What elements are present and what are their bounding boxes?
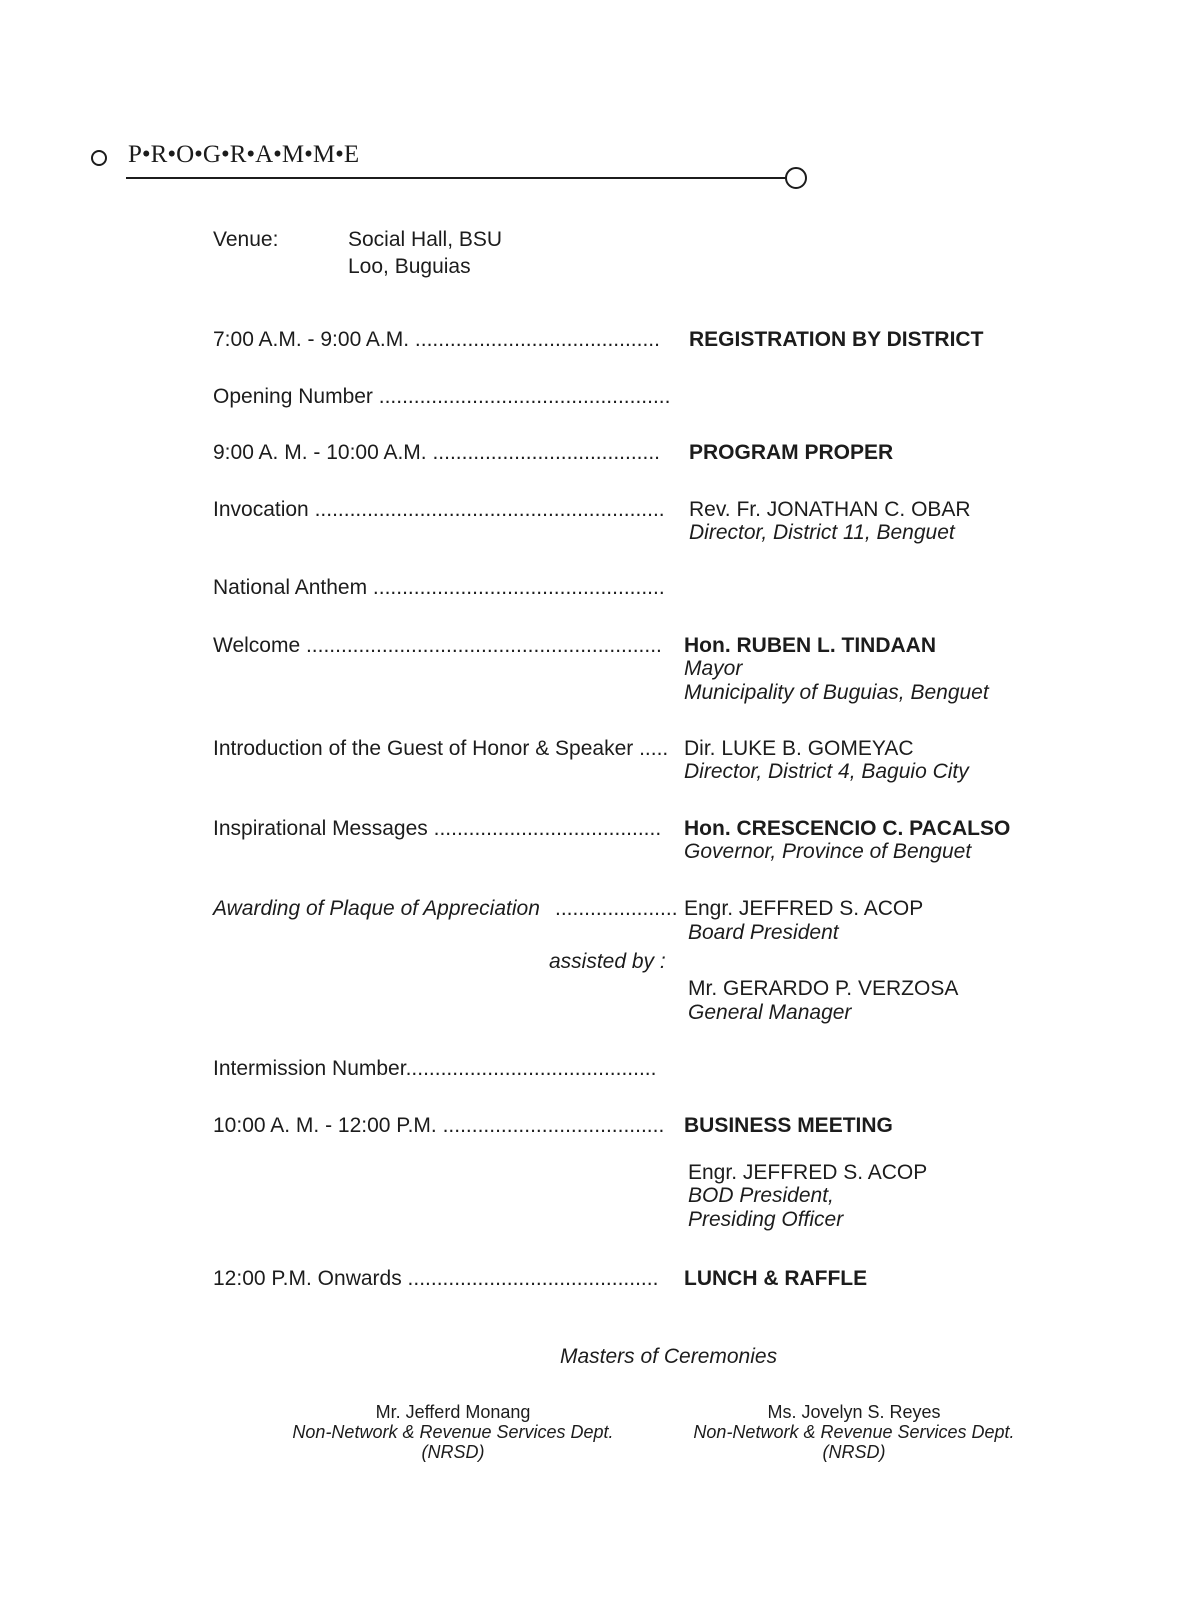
program-item-inspirational-messages: Inspirational Messages ....................................... <box>213 817 662 840</box>
awarding-leader-dots: ..................... <box>555 897 678 920</box>
inspirational-speaker-title: Governor, Province of Benguet <box>684 840 972 863</box>
awarding-presenter-title: Board President <box>688 921 839 944</box>
assistant-title: General Manager <box>688 1001 852 1024</box>
schedule-time-4: 12:00 P.M. Onwards ........................................... <box>213 1267 659 1290</box>
introduction-speaker: Dir. LUKE B. GOMEYAC <box>684 737 914 760</box>
awarding-presenter: Engr. JEFFRED S. ACOP <box>684 897 924 920</box>
mc-right-abbr: (NRSD) <box>822 1442 886 1462</box>
invocation-speaker: Rev. Fr. JONATHAN C. OBAR <box>689 498 971 521</box>
presiding-officer-role: Presiding Officer <box>688 1208 844 1231</box>
schedule-event-registration: REGISTRATION BY DISTRICT <box>689 328 984 351</box>
invocation-speaker-title: Director, District 11, Benguet <box>689 521 955 544</box>
presiding-officer-name: Engr. JEFFRED S. ACOP <box>688 1161 928 1184</box>
header-rule <box>126 177 786 179</box>
presiding-officer-title: BOD President, <box>688 1184 834 1207</box>
rule-end-circle-icon <box>785 167 807 189</box>
schedule-time-2: 9:00 A. M. - 10:00 A.M. ....................................... <box>213 441 660 464</box>
welcome-speaker-office: Municipality of Buguias, Benguet <box>684 681 989 704</box>
mc-right-dept: Non-Network & Revenue Services Dept. <box>693 1422 1015 1442</box>
page-title: P•R•O•G•R•A•M•M•E <box>128 141 360 168</box>
venue-label: Venue: <box>213 228 279 251</box>
schedule-time-3: 10:00 A. M. - 12:00 P.M. ...................................... <box>213 1114 665 1137</box>
venue-line-2: Loo, Buguias <box>348 255 471 278</box>
inspirational-speaker: Hon. CRESCENCIO C. PACALSO <box>684 817 1011 840</box>
assistant-name: Mr. GERARDO P. VERZOSA <box>688 977 959 1000</box>
welcome-speaker: Hon. RUBEN L. TINDAAN <box>684 634 936 657</box>
schedule-time-1: 7:00 A.M. - 9:00 A.M. .......................................... <box>213 328 660 351</box>
mc-left-dept: Non-Network & Revenue Services Dept. <box>292 1422 614 1442</box>
introduction-speaker-title: Director, District 4, Baguio City <box>684 760 969 783</box>
program-item-national-anthem: National Anthem .................................................. <box>213 576 665 599</box>
program-item-introduction: Introduction of the Guest of Honor & Speaker ..... <box>213 737 669 760</box>
mc-left-abbr: (NRSD) <box>421 1442 485 1462</box>
program-item-invocation: Invocation ............................................................ <box>213 498 665 521</box>
program-item-welcome: Welcome ............................................................. <box>213 634 662 657</box>
venue-line-1: Social Hall, BSU <box>348 228 503 251</box>
bullet-circle-icon <box>91 150 107 166</box>
schedule-event-lunch-raffle: LUNCH & RAFFLE <box>684 1267 868 1290</box>
mc-right-name: Ms. Jovelyn S. Reyes <box>767 1402 941 1422</box>
assisted-by-label: assisted by : <box>549 950 666 973</box>
mc-left-name: Mr. Jefferd Monang <box>375 1402 531 1422</box>
program-item-intermission: Intermission Number........................................... <box>213 1057 657 1080</box>
program-item-opening-number: Opening Number .................................................. <box>213 385 671 408</box>
mc-heading: Masters of Ceremonies <box>560 1345 778 1368</box>
welcome-speaker-title: Mayor <box>684 657 743 680</box>
schedule-event-program-proper: PROGRAM PROPER <box>689 441 894 464</box>
program-item-awarding: Awarding of Plaque of Appreciation <box>213 897 540 920</box>
schedule-event-business-meeting: BUSINESS MEETING <box>684 1114 893 1137</box>
